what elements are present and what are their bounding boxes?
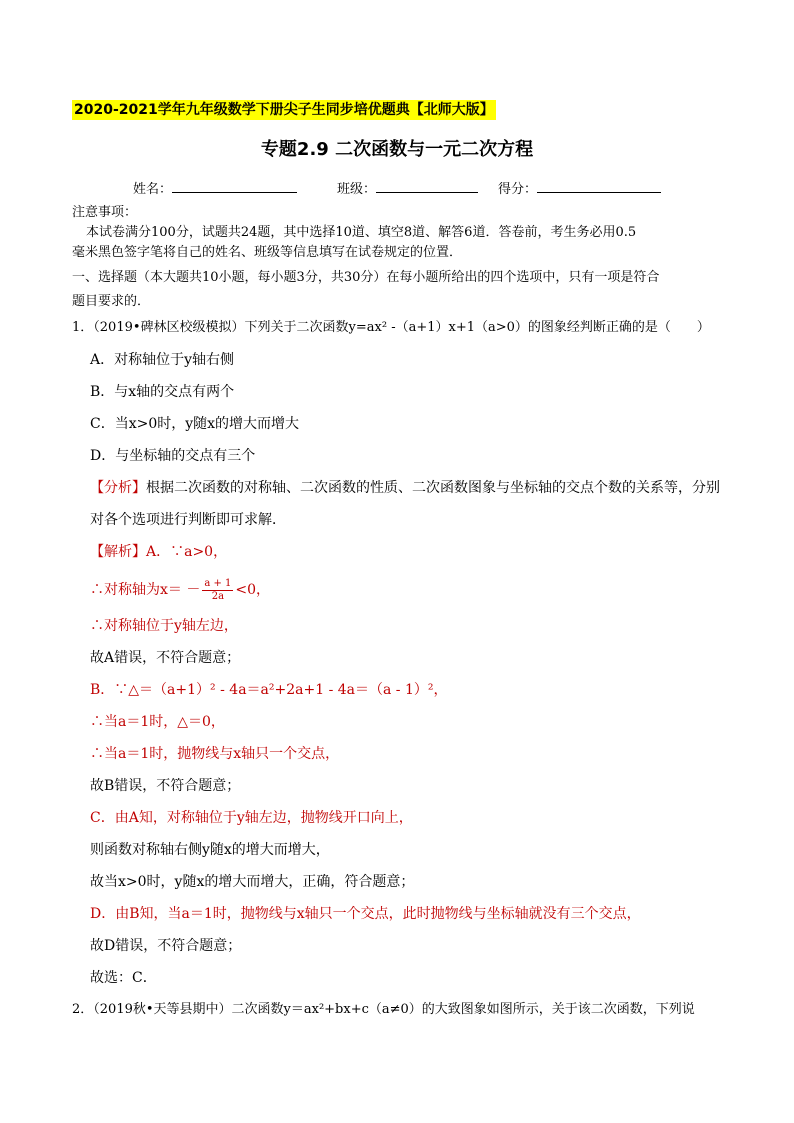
q1-solution-step: B．∵△＝（a+1）² - 4a＝a²+2a+1 - 4a＝（a - 1）²， (90, 682, 448, 698)
q1-solution-step: 故D错误，不符合题意； (90, 938, 242, 954)
q1-solution-step: C．由A知，对称轴位于y轴左边，抛物线开口向上， (90, 810, 413, 826)
q1-option-c: C．当x>0时，y随x的增大而增大 (90, 416, 300, 432)
q1-solution-step: D．由B知，当a＝1时，抛物线与x轴只一个交点，此时抛物线与坐标轴就没有三个交点， (90, 906, 641, 922)
notes-heading: 注意事项： (72, 205, 138, 220)
section-heading-line-1: 一、选择题（本大题共10小题，每小题3分，共30分）在每小题所给出的四个选项中，只有一项是符合 (72, 270, 660, 285)
fraction: $\frac{a + 1}{2a}$ (204, 577, 232, 602)
q1-solution-step: 故A错误，不符合题意； (90, 650, 241, 666)
class-field-label: 班级： (337, 178, 478, 199)
q1-option-b: B．与x轴的交点有两个 (90, 384, 235, 400)
name-field-label: 姓名： (133, 178, 297, 199)
score-blank-line (537, 178, 661, 193)
section-heading-line-2: 题目要求的． (72, 294, 151, 309)
q1-solution-step: 故当x>0时，y随x的增大而增大，正确，符合题意； (90, 874, 415, 890)
question-2-stem: 2．（2019秋•天等县期中）二次函数y＝ax²+bx+c（a≠0）的大致图象如图所示，关于该二次函数，下列说 (72, 1002, 695, 1017)
q1-solution-step: ∴当a＝1时，△＝0， (90, 714, 225, 730)
q1-analysis-line-1: 【分析】根据二次函数的对称轴、二次函数的性质、二次函数图象与坐标轴的交点个数的关系等，分别 (90, 480, 720, 496)
q1-solution-step: 故选：C． (90, 970, 157, 986)
series-banner: 2020-2021学年九年级数学下册尖子生同步培优题典【北师大版】 (74, 102, 494, 118)
notes-line-2: 毫米黑色签字笔将自己的姓名、班级等信息填写在试卷规定的位置． (72, 245, 463, 260)
notes-line-1: 本试卷满分100分，试题共24题，其中选择10道、填空8道、解答6道．答卷前，考生务必用0.5 (86, 225, 637, 240)
q1-solution-line-1: 【解析】A．∵a>0， (90, 544, 228, 560)
question-1-expression: y=ax² -（a+1）x+1（a>0） (348, 320, 528, 335)
q1-solution-step: ∴对称轴位于y轴左边， (90, 618, 238, 634)
class-blank-line (376, 178, 478, 193)
q1-analysis-line-2: 对各个选项进行判断即可求解． (90, 512, 286, 528)
q1-axis-formula: ∴对称轴为x＝ － $\frac{a + 1}{2a}$ <0， (90, 577, 271, 602)
q1-solution-step: ∴当a＝1时，抛物线与x轴只一个交点， (90, 746, 340, 762)
name-blank-line (172, 178, 297, 193)
analysis-tag: 【分析】 (90, 480, 146, 496)
question-1-stem: 1．（2019•碑林区校级模拟）下列关于二次函数y=ax² -（a+1）x+1（a>0）的图象经判断正确的是（ ） (72, 320, 710, 335)
page-title: 专题2.9 二次函数与一元二次方程 (260, 139, 534, 160)
score-field-label: 得分： (498, 178, 661, 199)
q1-option-d: D．与坐标轴的交点有三个 (90, 448, 256, 464)
solution-tag: 【解析】 (90, 544, 146, 560)
q1-option-a: A．对称轴位于y轴右侧 (90, 352, 235, 368)
q1-solution-step: 则函数对称轴右侧y随x的增大而增大， (90, 842, 330, 858)
q1-solution-step: 故B错误，不符合题意； (90, 778, 241, 794)
